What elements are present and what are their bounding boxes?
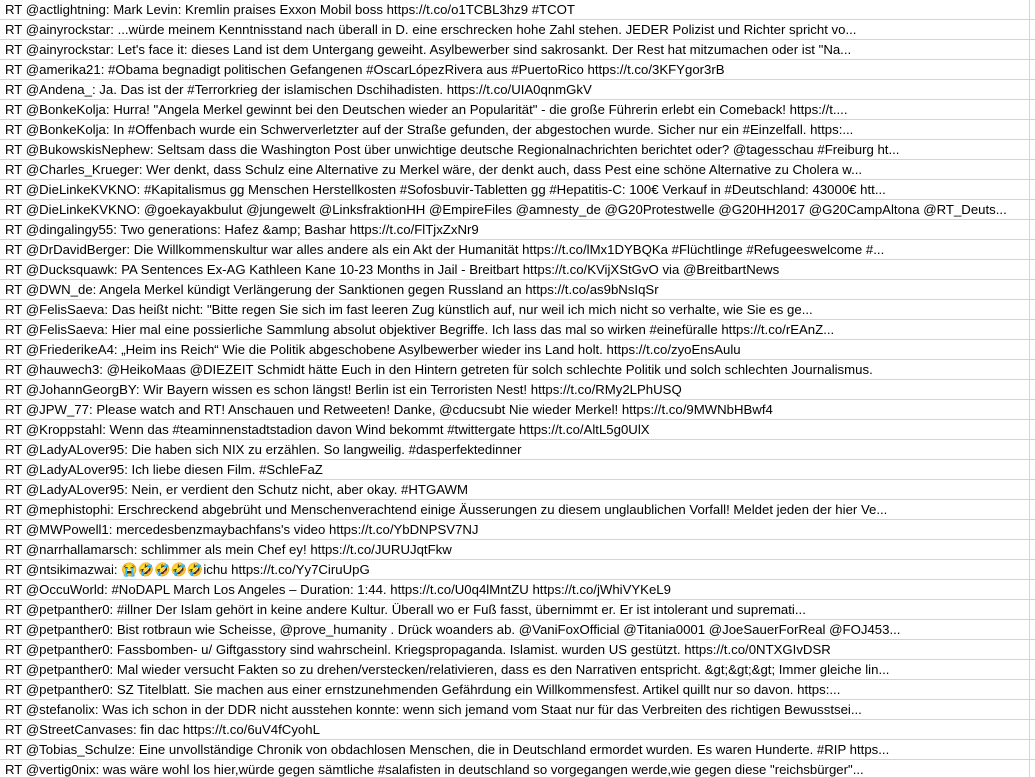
table-row[interactable] [0, 740, 1035, 760]
table-row[interactable] [0, 680, 1035, 700]
table-row[interactable] [0, 400, 1035, 420]
table-row[interactable] [0, 20, 1035, 40]
table-row[interactable] [0, 660, 1035, 680]
table-row[interactable] [0, 600, 1035, 620]
table-row[interactable] [0, 720, 1035, 740]
table-row[interactable] [0, 520, 1035, 540]
row-cell[interactable]: RT @Andena_: Ja. Das ist der #Terrorkrieg der islamischen Dschihadisten. https://t.co/UIA0qnmGkV [5, 82, 592, 97]
table-row[interactable] [0, 360, 1035, 380]
row-cell[interactable]: RT @ainyrockstar: ...würde meinem Kenntnisstand nach überall in D. eine erschrecken hohe Zahl stehen. JEDER Polizist und Richter spricht vo... [5, 22, 857, 37]
table-row[interactable] [0, 60, 1035, 80]
row-cell[interactable]: RT @StreetCanvases: fin dac https://t.co/6uV4fCyohL [5, 722, 320, 737]
column-divider [1029, 0, 1030, 777]
table-row[interactable] [0, 300, 1035, 320]
row-cell[interactable]: RT @LadyALover95: Nein, er verdient den Schutz nicht, aber okay. #HTGAWM [5, 482, 468, 497]
row-cell[interactable]: RT @Tobias_Schulze: Eine unvollständige Chronik von obdachlosen Menschen, die in Deutschland ermordet wurden. Es waren Hunderte. #RIP https... [5, 742, 890, 757]
table-row[interactable] [0, 420, 1035, 440]
row-cell[interactable]: RT @FelisSaeva: Hier mal eine possierliche Sammlung absolut objektiver Begriffe. Ich lass das mal so wirken #einefüralle https://t.co/rEAnZ... [5, 322, 835, 337]
row-cell[interactable]: RT @mephistophi: Erschreckend abgebrüht und Menschenverachtend einige Äusserungen zu diesem unglaublichen Vorfall! Meldet jeden der hier Ve... [5, 502, 888, 517]
table-row[interactable] [0, 640, 1035, 660]
table-row[interactable] [0, 580, 1035, 600]
table-row[interactable] [0, 560, 1035, 580]
row-cell[interactable]: RT @ntsikimazwai: 😭🤣🤣🤣🤣ichu https://t.co/Yy7CiruUpG [5, 562, 370, 577]
row-cell[interactable]: RT @OccuWorld: #NoDAPL March Los Angeles – Duration: 1:44. https://t.co/U0q4lMntZU https://t.co/jWhiVYKeL9 [5, 582, 671, 597]
table-row[interactable] [0, 540, 1035, 560]
table-row[interactable] [0, 380, 1035, 400]
table-row[interactable] [0, 0, 1035, 20]
row-cell[interactable]: RT @FriederikeA4: „Heim ins Reich“ Wie die Politik abgeschobene Asylbewerber wieder ins Land holt. https://t.co/zyoEnsAulu [5, 342, 741, 357]
table-row[interactable] [0, 260, 1035, 280]
row-cell[interactable]: RT @DrDavidBerger: Die Willkommenskultur war alles andere als ein Akt der Humanität https://t.co/lMx1DYBQKa #Flüchtlinge #Refugeeswelcome #... [5, 242, 885, 257]
table-row[interactable] [0, 700, 1035, 720]
table-row[interactable] [0, 500, 1035, 520]
row-cell[interactable]: RT @stefanolix: Was ich schon in der DDR nicht ausstehen konnte: wenn sich jemand vom Staat nur für das Verbreiten des richtigen Bewusstsei... [5, 702, 862, 717]
table-row[interactable] [0, 160, 1035, 180]
table-row[interactable] [0, 620, 1035, 640]
row-cell[interactable]: RT @BonkeKolja: In #Offenbach wurde ein Schwerverletzter auf der Straße gefunden, der abgestochen wurde. Sicher nur ein #Einzelfall. https:... [5, 122, 854, 137]
row-cell[interactable]: RT @Charles_Krueger: Wer denkt, dass Schulz eine Alternative zu Merkel wäre, der denkt auch, dass Pest eine schöne Alternative zu Cholera w... [5, 162, 863, 177]
row-cell[interactable]: RT @Kroppstahl: Wenn das #teaminnenstadtstadion davon Wind bekommt #twittergate https://t.co/AltL5g0UlX [5, 422, 650, 437]
row-cell[interactable]: RT @petpanther0: SZ Titelblatt. Sie machen aus einer ernstzunehmenden Gefährdung ein Willkommensfest. Artikel quillt nur so davon. https:... [5, 682, 841, 697]
table-row[interactable] [0, 100, 1035, 120]
row-cell[interactable]: RT @MWPowell1: mercedesbenzmaybachfans's video https://t.co/YbDNPSV7NJ [5, 522, 479, 537]
row-cell[interactable]: RT @FelisSaeva: Das heißt nicht: "Bitte regen Sie sich im fast leeren Zug künstlich auf, nur weil ich mich nicht so verhalte, wie Sie es ge... [5, 302, 813, 317]
row-cell[interactable]: RT @ainyrockstar: Let's face it: dieses Land ist dem Untergang geweiht. Asylbewerber sind sakrosankt. Der Rest hat mitzumachen oder ist "Na... [5, 42, 852, 57]
row-cell[interactable]: RT @vertig0nix: was wäre wohl los hier,würde gegen sämtliche #salafisten in deutschland so vorgegangen werde,wie gegen diese "reichsbürger"... [5, 762, 864, 777]
row-cell[interactable]: RT @JohannGeorgBY: Wir Bayern wissen es schon längst! Berlin ist ein Terroristen Nest! https://t.co/RMy2LPhUSQ [5, 382, 682, 397]
table-row[interactable] [0, 440, 1035, 460]
table-row[interactable] [0, 120, 1035, 140]
table-row[interactable] [0, 240, 1035, 260]
row-cell[interactable]: RT @petpanther0: Mal wieder versucht Fakten so zu drehen/verstecken/relativieren, dass es den Narrativen entspricht. &gt;&gt;&gt; Immer gleiche lin... [5, 662, 890, 677]
row-cell[interactable]: RT @petpanther0: Fassbomben- u/ Giftgasstory sind wahrscheinl. Kriegspropaganda. Islamist. wurden US gestützt. https://t.co/0NTXGIvDSR [5, 642, 831, 657]
table-row[interactable] [0, 320, 1035, 340]
row-cell[interactable]: RT @BukowskisNephew: Seltsam dass die Washington Post über unwichtige deutsche Regionalnachrichten berichtet oder? @tagesschau #Freiburg ht... [5, 142, 900, 157]
row-cell[interactable]: RT @hauwech3: @HeikoMaas @DIEZEIT Schmidt hätte Euch in den Hintern getreten für solch schlechte Politik und solch schlechten Journalismus. [5, 362, 873, 377]
row-cell[interactable]: RT @dingalingy55: Two generations: Hafez &amp; Bashar https://t.co/FlTjxZxNr9 [5, 222, 479, 237]
row-cell[interactable]: RT @petpanther0: #illner Der Islam gehört in keine andere Kultur. Überall wo er Fuß fasst, übernimmt er. Er ist intolerant und supremati... [5, 602, 806, 617]
table-row[interactable] [0, 760, 1035, 777]
table-row[interactable] [0, 460, 1035, 480]
table-row[interactable] [0, 80, 1035, 100]
row-cell[interactable]: RT @amerika21: #Obama begnadigt politischen Gefangenen #OscarLópezRivera aus #PuertoRico https://t.co/3KFYgor3rB [5, 62, 725, 77]
row-cell[interactable]: RT @LadyALover95: Ich liebe diesen Film. #SchleFaZ [5, 462, 323, 477]
row-cell[interactable]: RT @actlightning: Mark Levin: Kremlin praises Exxon Mobil boss https://t.co/o1TCBL3hz9 #TCOT [5, 2, 575, 17]
row-cell[interactable]: RT @Ducksquawk: PA Sentences Ex-AG Kathleen Kane 10-23 Months in Jail - Breitbart https://t.co/KVijXStGvO via @BreitbartNews [5, 262, 780, 277]
row-cell[interactable]: RT @DWN_de: Angela Merkel kündigt Verlängerung der Sanktionen gegen Russland an https://t.co/as9bNsIqSr [5, 282, 659, 297]
row-cell[interactable]: RT @narrhallamarsch: schlimmer als mein Chef ey! https://t.co/JURUJqtFkw [5, 542, 452, 557]
table-row[interactable] [0, 40, 1035, 60]
table-row[interactable] [0, 200, 1035, 220]
row-cell[interactable]: RT @DieLinkeKVKNO: @goekayakbulut @jungewelt @LinksfraktionHH @EmpireFiles @amnesty_de @G20Protestwelle @G20HH2017 @G20CampAltona @RT_Deuts... [5, 202, 1007, 217]
row-cell[interactable]: RT @JPW_77: Please watch and RT! Anschauen und Retweeten! Danke, @cducsubt Nie wieder Merkel! https://t.co/9MWNbHBwf4 [5, 402, 773, 417]
table-row[interactable] [0, 340, 1035, 360]
table-row[interactable] [0, 480, 1035, 500]
table-row[interactable] [0, 180, 1035, 200]
row-cell[interactable]: RT @DieLinkeKVKNO: #Kapitalismus gg Menschen Herstellkosten #Sofosbuvir-Tabletten gg #Hepatitis-C: 100€ Verkauf in #Deutschland: 43000€ htt... [5, 182, 886, 197]
table-row[interactable] [0, 140, 1035, 160]
table-row[interactable] [0, 220, 1035, 240]
table-row[interactable] [0, 280, 1035, 300]
row-cell[interactable]: RT @BonkeKolja: Hurra! "Angela Merkel gewinnt bei den Deutschen wieder an Popularität" - die große Führerin erlebt ein Comeback! https://t.... [5, 102, 848, 117]
row-cell[interactable]: RT @petpanther0: Bist rotbraun wie Scheisse, @prove_humanity . Drück woanders ab. @VaniFoxOfficial @Titania0001 @JoeSauerForReal @FOJ453... [5, 622, 901, 637]
row-cell[interactable]: RT @LadyALover95: Die haben sich NIX zu erzählen. So langweilig. #dasperfektedinner [5, 442, 522, 457]
